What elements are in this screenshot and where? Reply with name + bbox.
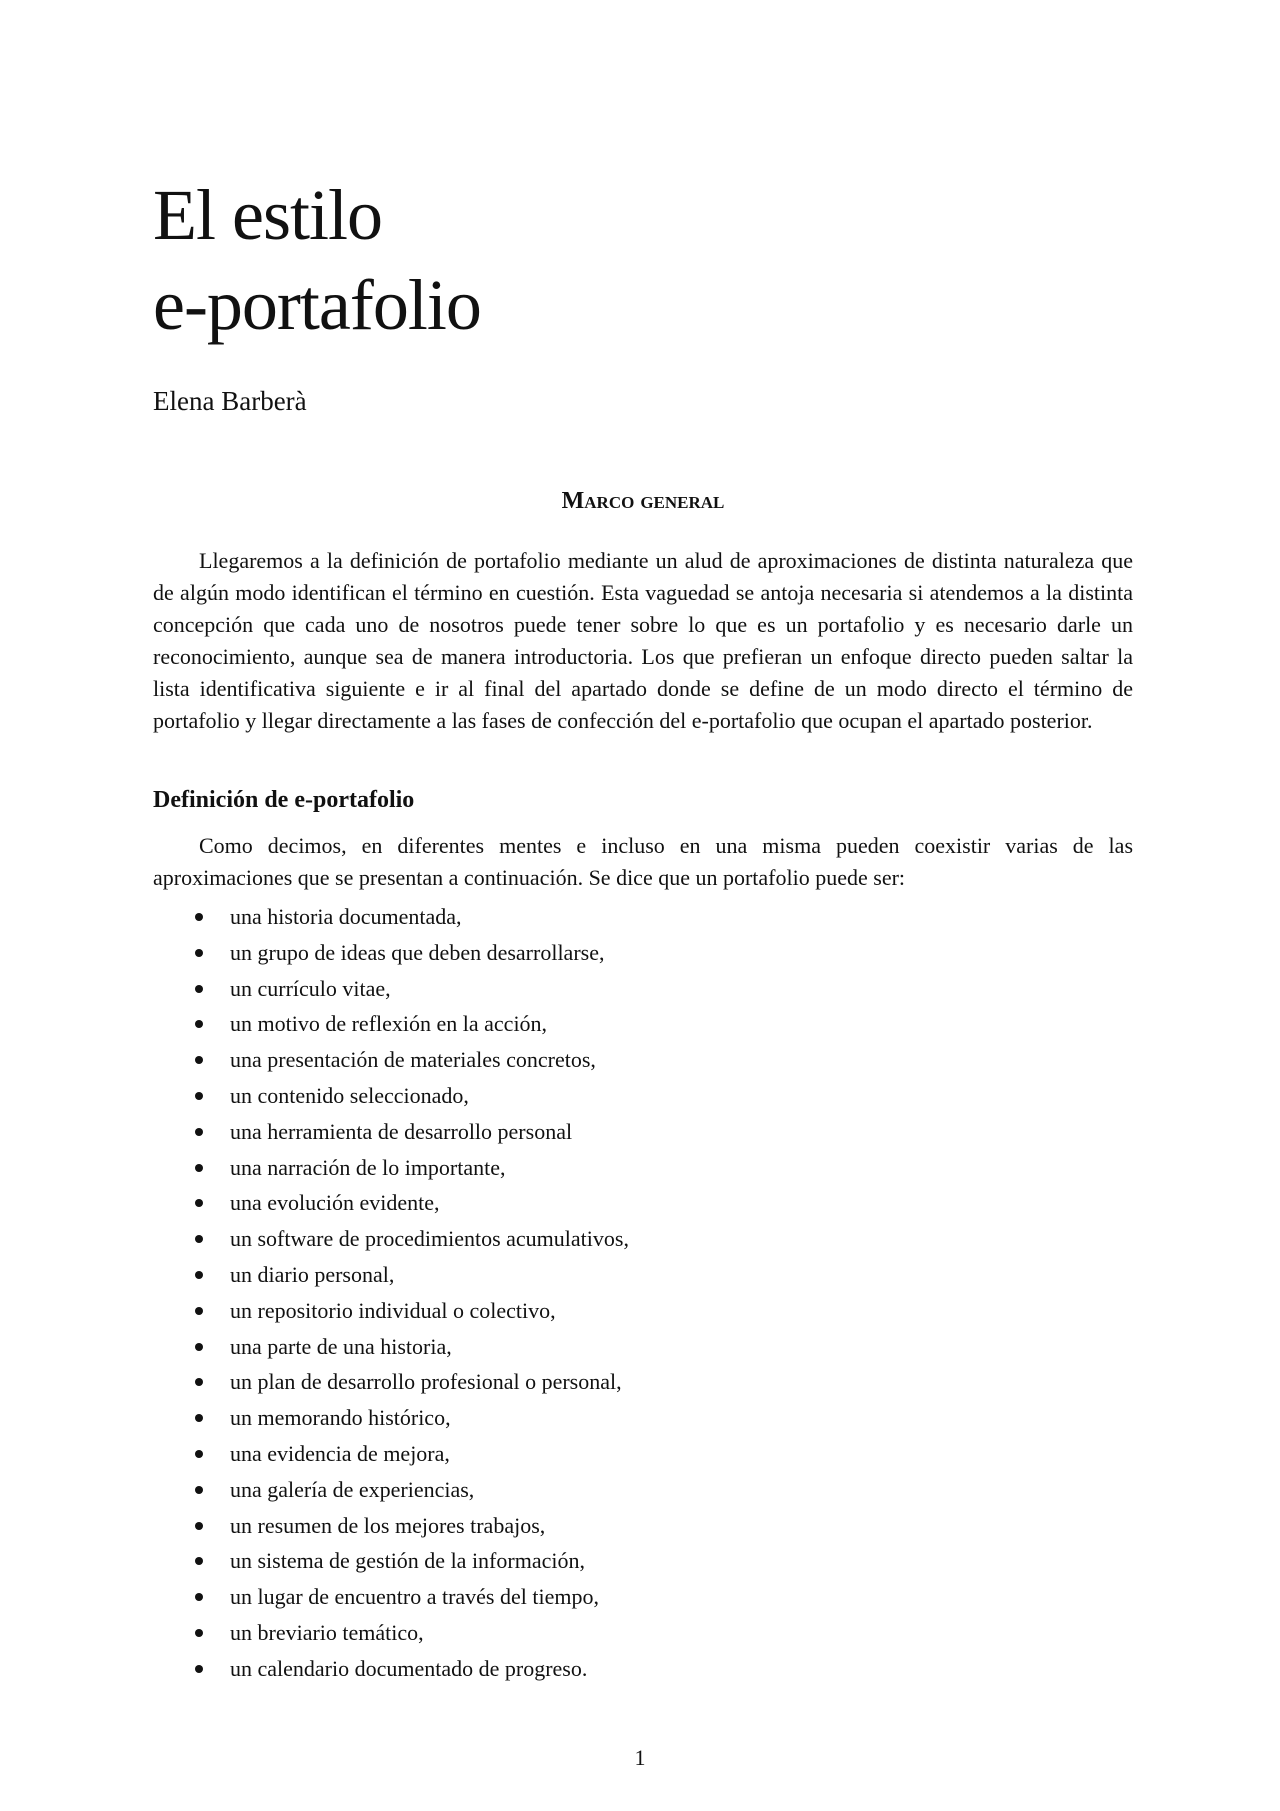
bullet-icon (195, 1450, 203, 1458)
list-item-text: una historia documentada, (230, 904, 462, 929)
list-item-text: un sistema de gestión de la información, (230, 1548, 585, 1574)
list-item-text: una evolución evidente, (230, 1190, 440, 1216)
list-item (153, 1329, 629, 1365)
document-title (153, 170, 481, 350)
list-item (153, 1615, 629, 1651)
bullet-icon (195, 1199, 203, 1207)
list-item-text: un grupo de ideas que deben desarrollarse, (230, 939, 605, 965)
title-line-1: El estilo (153, 175, 382, 255)
list-item (153, 1651, 629, 1687)
bullet-icon (195, 1343, 203, 1351)
bullet-icon (195, 1378, 203, 1386)
list-item-text: un resumen de los mejores trabajos, (230, 1512, 546, 1538)
list-item-text: una evidencia de mejora, (230, 1440, 450, 1466)
list-item (153, 1364, 629, 1400)
list-item (153, 1472, 629, 1508)
bullet-icon (195, 1522, 203, 1530)
bullet-icon (195, 1486, 203, 1494)
list-item (153, 899, 629, 935)
page-number: 1 (634, 1745, 646, 1770)
list-item (153, 1436, 629, 1472)
bullet-icon (195, 1593, 203, 1601)
list-item-text: un diario personal, (230, 1261, 395, 1287)
list-item (153, 935, 629, 971)
list-item-text: una herramienta de desarrollo personal (230, 1118, 573, 1144)
bullet-icon (195, 1092, 203, 1100)
list-item-text: una parte de una historia, (230, 1333, 452, 1359)
bullet-icon (195, 1164, 203, 1172)
section-heading: Marco general (561, 488, 725, 514)
author-name: Elena Barberà (153, 386, 307, 416)
list-item (153, 1150, 629, 1186)
bullet-icon (195, 1056, 203, 1064)
list-item-text: un calendario documentado de progreso. (230, 1655, 588, 1681)
list-item-text: un software de procedimientos acumulativos, (230, 1226, 629, 1252)
bullet-icon (195, 1307, 203, 1315)
bullet-icon (195, 1128, 203, 1136)
list-item-text: un memorando histórico, (230, 1405, 451, 1431)
list-item-text: una galería de experiencias, (230, 1476, 475, 1502)
definition-paragraph: Como decimos, en diferentes mentes e incluso en una misma pueden coexistir varias de las aproximaciones que se presentan a continuación. Se dice que un portafolio puede ser: (153, 833, 1133, 890)
title-line-2: e-portafolio (153, 265, 481, 345)
bullet-icon (195, 1020, 203, 1028)
list-item (153, 1078, 629, 1114)
bullet-icon (195, 1665, 203, 1673)
bullet-icon (195, 1557, 203, 1565)
bullet-icon (195, 913, 203, 921)
list-item (153, 1114, 629, 1150)
list-item (153, 1185, 629, 1221)
intro-paragraph: Llegaremos a la definición de portafolio mediante un alud de aproximaciones de distinta naturaleza que de algún modo identifican el término en cuestión. Esta vaguedad se antoja necesaria si atendemos a la distinta concepción que cada uno de nosotros puede tener sobre lo que es un portafolio y es necesario darle un reconocimiento, aunque sea de manera introductoria. Los que prefieran un enfoque directo pueden saltar la lista identificativa siguiente e ir al final del apartado donde se define de un modo directo el término de portafolio y llegar directamente a las fases de confección del e-portafolio que ocupan el apartado posterior. (153, 548, 1133, 733)
list-item (153, 1508, 629, 1544)
subsection-heading: Definición de e-portafolio (153, 787, 415, 813)
list-item (153, 1293, 629, 1329)
list-item-text: un lugar de encuentro a través del tiempo, (230, 1584, 599, 1610)
list-item (153, 1257, 629, 1293)
bullet-icon (195, 949, 203, 957)
bullet-icon (195, 1414, 203, 1422)
list-item-text: un currículo vitae, (230, 975, 391, 1001)
list-item-text: una narración de lo importante, (230, 1154, 506, 1180)
list-item (153, 1543, 629, 1579)
bullet-icon (195, 1271, 203, 1279)
bullet-icon (195, 1629, 203, 1637)
list-item (153, 1579, 629, 1615)
bullet-icon (195, 1235, 203, 1243)
list-item-text: un motivo de reflexión en la acción, (230, 1011, 548, 1037)
list-item-text: un breviario temático, (230, 1619, 424, 1645)
list-item (153, 1221, 629, 1257)
list-item (153, 971, 629, 1007)
list-item (153, 1400, 629, 1436)
portfolio-definitions-list (153, 899, 629, 1687)
bullet-icon (195, 985, 203, 993)
list-item-text: un contenido seleccionado, (230, 1082, 469, 1108)
list-item-text: un plan de desarrollo profesional o personal, (230, 1369, 622, 1395)
list-item (153, 1042, 629, 1078)
list-item-text: una presentación de materiales concretos, (230, 1047, 596, 1073)
list-item (153, 1006, 629, 1042)
list-item-text: un repositorio individual o colectivo, (230, 1297, 556, 1323)
